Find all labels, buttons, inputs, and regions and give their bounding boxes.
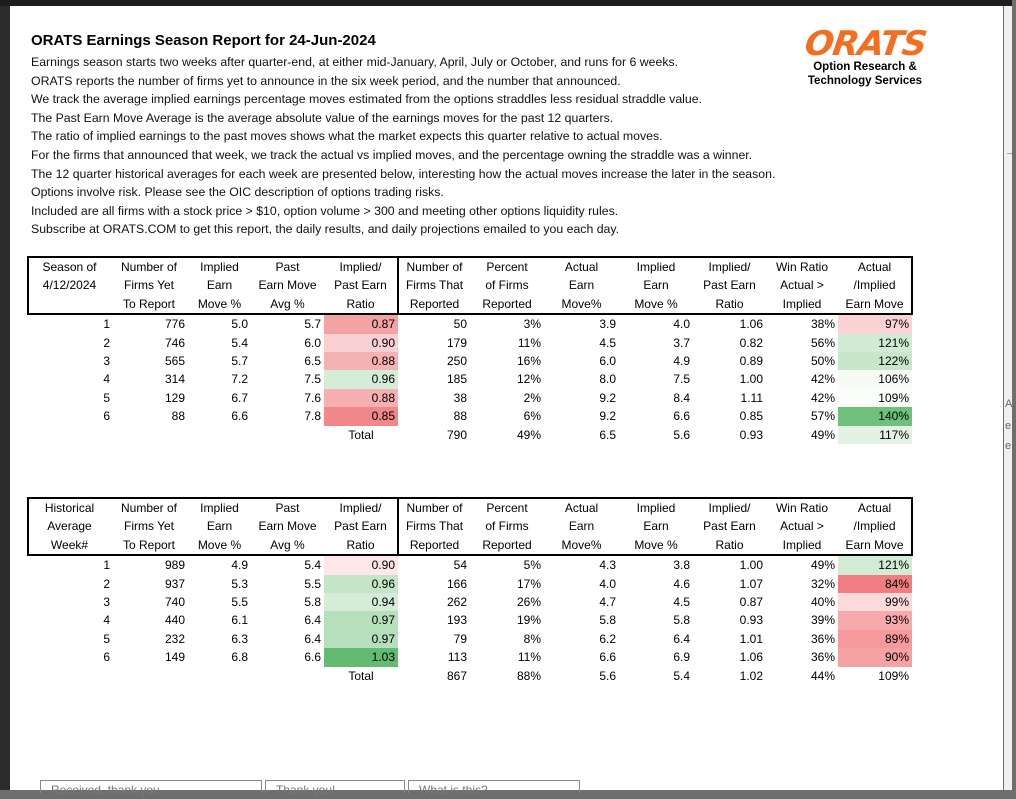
table-cell: 2% <box>523 390 541 405</box>
table-cell: 38% <box>810 317 835 332</box>
table-cell: 49% <box>810 558 835 573</box>
total-cell: 1.02 <box>739 668 763 683</box>
column-header: Ratio <box>324 536 398 555</box>
table-cell: 11% <box>517 335 541 350</box>
empty-cell <box>28 667 110 685</box>
total-cell: 109% <box>838 667 912 685</box>
table-cell: 54 <box>453 558 467 573</box>
table-cell: 6.0 <box>599 354 616 369</box>
column-header: Earn Move <box>838 536 912 555</box>
table-cell: 1.00 <box>739 558 763 573</box>
column-header: To Report <box>110 295 188 314</box>
total-row <box>28 426 912 444</box>
table-cell: 149 <box>164 650 185 665</box>
column-header: Past <box>251 498 324 517</box>
week-number: 4 <box>103 372 110 387</box>
column-header: Earn <box>568 519 595 534</box>
column-header: Implied <box>766 295 838 314</box>
column-header: Implied <box>188 257 251 276</box>
table-cell: 1.06 <box>739 317 763 332</box>
table-cell: 5.5 <box>304 576 321 591</box>
column-header: Actual > <box>780 278 824 293</box>
table-cell: 440 <box>164 613 185 628</box>
table-cell: 0.87 <box>324 314 398 333</box>
column-header: Win Ratio <box>766 498 838 517</box>
window-left-edge <box>0 6 10 790</box>
empty-cell <box>188 426 251 444</box>
total-cell: 790 <box>446 427 467 442</box>
table-cell: 7.5 <box>304 372 321 387</box>
column-header: Actual <box>838 257 912 276</box>
week-number: 2 <box>103 576 110 591</box>
column-header: Number of <box>110 498 188 517</box>
table-cell: 5.0 <box>231 317 248 332</box>
total-cell: 49% <box>516 427 541 442</box>
column-header: Ratio <box>324 295 398 314</box>
table-cell: 6.4 <box>673 631 690 646</box>
table-cell: 0.93 <box>739 613 763 628</box>
table-cell: 9.2 <box>599 390 616 405</box>
table-cell: 11% <box>517 650 541 665</box>
table-cell: 5.5 <box>231 595 248 610</box>
table-cell: 40% <box>810 595 835 610</box>
column-header: Implied <box>619 257 693 276</box>
description-line: The 12 quarter historical averages for each week are presented below, interesting how the actual moves increase the later in the season. <box>31 166 776 181</box>
description-line: The ratio of implied earnings to the past moves shows what the market expects this quarter relative to actual moves. <box>31 129 663 144</box>
table-cell: 50 <box>453 317 467 332</box>
table-cell: 6.7 <box>231 390 248 405</box>
description-line: For the firms that announced that week, we track the actual vs implied moves, and the percentage owning the straddle was a winner. <box>31 147 753 162</box>
empty-cell <box>251 426 324 444</box>
column-header: To Report <box>110 536 188 555</box>
table-cell: 0.85 <box>324 407 398 425</box>
column-header: Earn <box>206 519 233 534</box>
column-header: Implied <box>766 536 838 555</box>
week-number: 1 <box>103 317 110 332</box>
total-cell: 44% <box>810 668 835 683</box>
description-line: ORATS reports the number of firms yet to announce in the six week period, and the number that announced. <box>31 73 621 88</box>
week-number: 1 <box>103 558 110 573</box>
right-mark: e <box>1005 420 1012 432</box>
column-header: Reported <box>470 295 544 314</box>
table-cell: 79 <box>453 631 467 646</box>
orats-wordmark: ORATS <box>802 24 929 64</box>
column-header: 4/12/2024 <box>28 276 110 294</box>
total-cell: 0.93 <box>739 427 763 442</box>
table-cell: 7.8 <box>304 409 321 424</box>
column-header: Implied <box>188 498 251 517</box>
column-header: Past Earn <box>334 278 387 293</box>
column-header: Percent <box>470 257 544 276</box>
column-header: Reported <box>398 295 470 314</box>
table-cell: 26% <box>516 595 541 610</box>
table-cell: 314 <box>164 372 185 387</box>
right-mark: A <box>1005 398 1013 410</box>
column-header: Actual <box>838 498 912 517</box>
table-cell: 0.82 <box>739 335 763 350</box>
empty-cell <box>110 667 188 685</box>
table-cell: 99% <box>838 593 912 611</box>
table-cell: 113 <box>447 650 467 665</box>
table-cell: 56% <box>810 335 835 350</box>
table-cell: 4.0 <box>673 317 690 332</box>
week-number: 3 <box>103 595 110 610</box>
table-cell: 0.97 <box>324 611 398 629</box>
empty-cell <box>110 426 188 444</box>
report-description <box>31 53 821 239</box>
column-header: Firms That <box>398 517 470 535</box>
total-cell: 117% <box>838 426 912 444</box>
table-cell: 5.7 <box>304 317 321 332</box>
column-header: Earn <box>568 278 595 293</box>
week-number: 4 <box>103 613 110 628</box>
table-cell: 16% <box>516 354 541 369</box>
column-header: Past Earn <box>334 519 387 534</box>
table-row <box>28 370 912 388</box>
table-cell: 740 <box>164 595 185 610</box>
table-cell: 6.6 <box>673 409 690 424</box>
column-header: Firms That <box>398 276 470 294</box>
table-cell: 0.90 <box>324 334 398 352</box>
total-cell: 5.4 <box>673 668 690 683</box>
column-header: Avg % <box>251 295 324 314</box>
table-cell: 4.0 <box>599 576 616 591</box>
table-row <box>28 575 912 593</box>
table-cell: 776 <box>164 317 185 332</box>
table-cell: 262 <box>446 595 467 610</box>
table-row <box>28 352 912 370</box>
column-header: Number of <box>110 257 188 276</box>
table-cell: 7.5 <box>673 372 690 387</box>
table-cell: 3.8 <box>673 558 690 573</box>
total-cell: 5.6 <box>599 668 616 683</box>
table-cell: 1.03 <box>324 648 398 666</box>
column-header: Reported <box>470 536 544 555</box>
description-line: Earnings season starts two weeks after quarter-end, at either mid-January, April, July or October, and runs for 6 weeks. <box>31 55 679 69</box>
table-cell: 1.11 <box>740 390 763 405</box>
table-cell: 5.4 <box>231 335 248 350</box>
table-cell: 4.9 <box>673 354 690 369</box>
column-header: Earn <box>643 519 669 534</box>
column-header: Past Earn <box>703 278 756 293</box>
column-header: of Firms <box>485 278 529 293</box>
table-cell: 7.6 <box>304 390 321 405</box>
table-cell: 36% <box>810 650 835 665</box>
column-header: Historical <box>28 498 110 517</box>
column-header: of Firms <box>485 519 529 534</box>
table-cell: 0.96 <box>324 575 398 593</box>
week-number: 5 <box>103 390 110 405</box>
table-cell: 4.3 <box>599 558 616 573</box>
report-title: ORATS Earnings Season Report for 24-Jun-2024 <box>31 32 376 49</box>
report-page <box>10 6 1003 797</box>
week-number: 5 <box>103 631 110 646</box>
table-cell: 32% <box>810 576 835 591</box>
column-header: /Implied <box>838 517 912 535</box>
table-cell: 0.90 <box>324 555 398 574</box>
table-row <box>28 389 912 407</box>
column-header: Earn Move <box>258 278 317 293</box>
total-label: Total <box>348 668 374 683</box>
table-cell: 1.07 <box>739 576 763 591</box>
column-header: Average <box>28 517 110 535</box>
table-cell: 6.0 <box>304 335 321 350</box>
column-header: Move % <box>619 295 693 314</box>
column-header: Move % <box>619 536 693 555</box>
table-row <box>28 334 912 352</box>
column-header: Actual > <box>780 519 824 534</box>
table-cell: 989 <box>164 558 185 573</box>
table-cell: 4.5 <box>599 335 616 350</box>
table-cell: 129 <box>164 390 185 405</box>
column-header: Number of <box>398 498 470 517</box>
table-cell: 185 <box>446 372 467 387</box>
column-header <box>28 295 110 314</box>
table-cell: 8% <box>523 631 541 646</box>
column-header: Implied/ <box>693 498 766 517</box>
right-mark: e <box>1005 440 1012 452</box>
table-cell: 0.97 <box>324 630 398 648</box>
table-cell: 179 <box>446 335 467 350</box>
column-header: Actual <box>544 498 619 517</box>
table-cell: 140% <box>838 407 912 425</box>
historical-average-table <box>27 497 913 685</box>
table-cell: 88 <box>171 409 185 424</box>
column-header: Past Earn <box>703 519 756 534</box>
table-cell: 19% <box>516 613 541 628</box>
column-header: Season of <box>28 257 110 276</box>
table-row <box>28 314 912 333</box>
week-number: 6 <box>103 409 110 424</box>
table-cell: 232 <box>164 631 185 646</box>
column-header: Ratio <box>693 295 766 314</box>
table-cell: 0.96 <box>324 370 398 388</box>
table-cell: 6.5 <box>304 354 321 369</box>
table-row <box>28 593 912 611</box>
table-cell: 5.8 <box>599 613 616 628</box>
bottom-reply-bar <box>10 774 1003 797</box>
orats-logo <box>802 24 929 88</box>
season-table <box>27 256 913 444</box>
table-cell: 109% <box>838 389 912 407</box>
table-cell: 6.6 <box>599 650 616 665</box>
description-line: Included are all firms with a stock price > $10, option volume > 300 and meeting other options liquidity rules. <box>31 203 619 218</box>
column-header: Move % <box>188 295 251 314</box>
table-cell: 90% <box>838 648 912 666</box>
table-cell: 42% <box>810 372 835 387</box>
empty-cell <box>251 667 324 685</box>
table-cell: 93% <box>838 611 912 629</box>
table-cell: 1.06 <box>739 650 763 665</box>
table-cell: 250 <box>446 354 467 369</box>
table-cell: 122% <box>838 352 912 370</box>
table-cell: 97% <box>838 314 912 333</box>
column-header: Win Ratio <box>766 257 838 276</box>
table-cell: 3.9 <box>599 317 616 332</box>
table-cell: 4.9 <box>231 558 248 573</box>
column-header: Percent <box>470 498 544 517</box>
table-cell: 937 <box>164 576 185 591</box>
right-mark: → <box>1005 146 1016 158</box>
total-cell: 867 <box>446 668 467 683</box>
week-number: 3 <box>103 354 110 369</box>
table-cell: 38 <box>453 390 467 405</box>
table-cell: 6.9 <box>673 650 690 665</box>
column-header: Firms Yet <box>123 519 174 534</box>
table-cell: 42% <box>810 390 835 405</box>
table-row <box>28 555 912 574</box>
column-header: Move% <box>544 295 619 314</box>
column-header: Implied <box>619 498 693 517</box>
column-header: Ratio <box>693 536 766 555</box>
table-cell: 1.01 <box>739 631 763 646</box>
table-cell: 4.5 <box>673 595 690 610</box>
table-cell: 1.00 <box>739 372 763 387</box>
column-header: Implied/ <box>324 498 398 517</box>
week-number: 6 <box>103 650 110 665</box>
table-cell: 88 <box>453 409 467 424</box>
quick-reply-received[interactable]: Received, thank you. <box>40 780 262 793</box>
description-line: Subscribe at ORATS.COM to get this report, the daily results, and daily projections emailed to you each day. <box>31 222 620 237</box>
table-cell: 89% <box>838 630 912 648</box>
column-header: Earn <box>206 278 233 293</box>
table-cell: 3.7 <box>673 335 690 350</box>
column-header: Number of <box>398 257 470 276</box>
description-line: We track the average implied earnings percentage moves estimated from the options straddles less residual straddle value. <box>31 92 702 107</box>
empty-cell <box>28 426 110 444</box>
column-header: Reported <box>398 536 470 555</box>
table-cell: 0.89 <box>739 354 763 369</box>
column-header: Week# <box>28 536 110 555</box>
table-cell: 121% <box>838 334 912 352</box>
table-cell: 6.1 <box>231 613 248 628</box>
table-cell: 746 <box>164 335 185 350</box>
table-cell: 50% <box>810 354 835 369</box>
table-cell: 6.3 <box>231 631 248 646</box>
table-cell: 5.8 <box>304 595 321 610</box>
table-cell: 12% <box>516 372 541 387</box>
column-header: Firms Yet <box>123 278 174 293</box>
table-cell: 8.4 <box>673 390 690 405</box>
table-cell: 5.7 <box>231 354 248 369</box>
quick-reply-thanks[interactable]: Thank you! <box>265 780 405 793</box>
total-cell: 5.6 <box>673 427 690 442</box>
table-cell: 84% <box>838 575 912 593</box>
table-cell: 565 <box>164 354 185 369</box>
logo-tagline-1: Option Research & <box>813 61 917 73</box>
column-header: /Implied <box>838 276 912 294</box>
table-cell: 0.85 <box>739 409 763 424</box>
table-cell: 4.6 <box>673 576 690 591</box>
table-cell: 166 <box>446 576 467 591</box>
logo-tagline-2: Technology Services <box>807 75 923 87</box>
table-cell: 5.8 <box>673 613 690 628</box>
week-number: 2 <box>103 335 110 350</box>
column-header: Avg % <box>251 536 324 555</box>
total-row <box>28 667 912 685</box>
table-cell: 6.6 <box>231 409 248 424</box>
table-row <box>28 648 912 666</box>
column-header: Past <box>251 257 324 276</box>
total-cell: 49% <box>810 427 835 442</box>
column-header: Implied/ <box>693 257 766 276</box>
table-cell: 36% <box>810 631 835 646</box>
column-header: Move% <box>544 536 619 555</box>
column-header: Move % <box>188 536 251 555</box>
table-cell: 0.87 <box>739 595 763 610</box>
column-header: Actual <box>544 257 619 276</box>
column-header: Implied/ <box>324 257 398 276</box>
total-label: Total <box>348 427 374 442</box>
right-scroll-strip[interactable] <box>1004 6 1016 790</box>
quick-reply-what-is-this[interactable]: What is this? <box>408 780 580 793</box>
table-cell: 8.0 <box>599 372 616 387</box>
table-cell: 9.2 <box>599 409 616 424</box>
table-cell: 6.2 <box>599 631 616 646</box>
table-cell: 0.88 <box>324 352 398 370</box>
table-cell: 6.4 <box>304 631 321 646</box>
table-cell: 17% <box>516 576 541 591</box>
table-cell: 106% <box>838 370 912 388</box>
table-cell: 121% <box>838 555 912 574</box>
table-cell: 6% <box>523 409 541 424</box>
table-cell: 39% <box>810 613 835 628</box>
table-cell: 0.88 <box>324 389 398 407</box>
table-cell: 6.4 <box>304 613 321 628</box>
column-header: Earn Move <box>258 519 317 534</box>
table-row <box>28 611 912 629</box>
table-row <box>28 407 912 425</box>
column-header: Earn Move <box>838 295 912 314</box>
table-cell: 57% <box>810 409 835 424</box>
table-cell: 193 <box>446 613 467 628</box>
table-cell: 6.6 <box>304 650 321 665</box>
table-cell: 4.7 <box>599 595 616 610</box>
table-row <box>28 630 912 648</box>
table-cell: 5.4 <box>304 558 321 573</box>
table-cell: 5.3 <box>231 576 248 591</box>
empty-cell <box>188 667 251 685</box>
column-header: Earn <box>643 278 669 293</box>
description-line: Options involve risk. Please see the OIC description of options trading risks. <box>31 185 444 200</box>
table-cell: 6.8 <box>231 650 248 665</box>
total-cell: 6.5 <box>599 427 616 442</box>
description-line: The Past Earn Move Average is the average absolute value of the earnings moves for the past 12 quarters. <box>31 110 614 125</box>
table-cell: 0.94 <box>324 593 398 611</box>
table-cell: 7.2 <box>231 372 248 387</box>
total-cell: 88% <box>516 668 541 683</box>
table-cell: 5% <box>523 558 541 573</box>
table-cell: 3% <box>523 317 541 332</box>
